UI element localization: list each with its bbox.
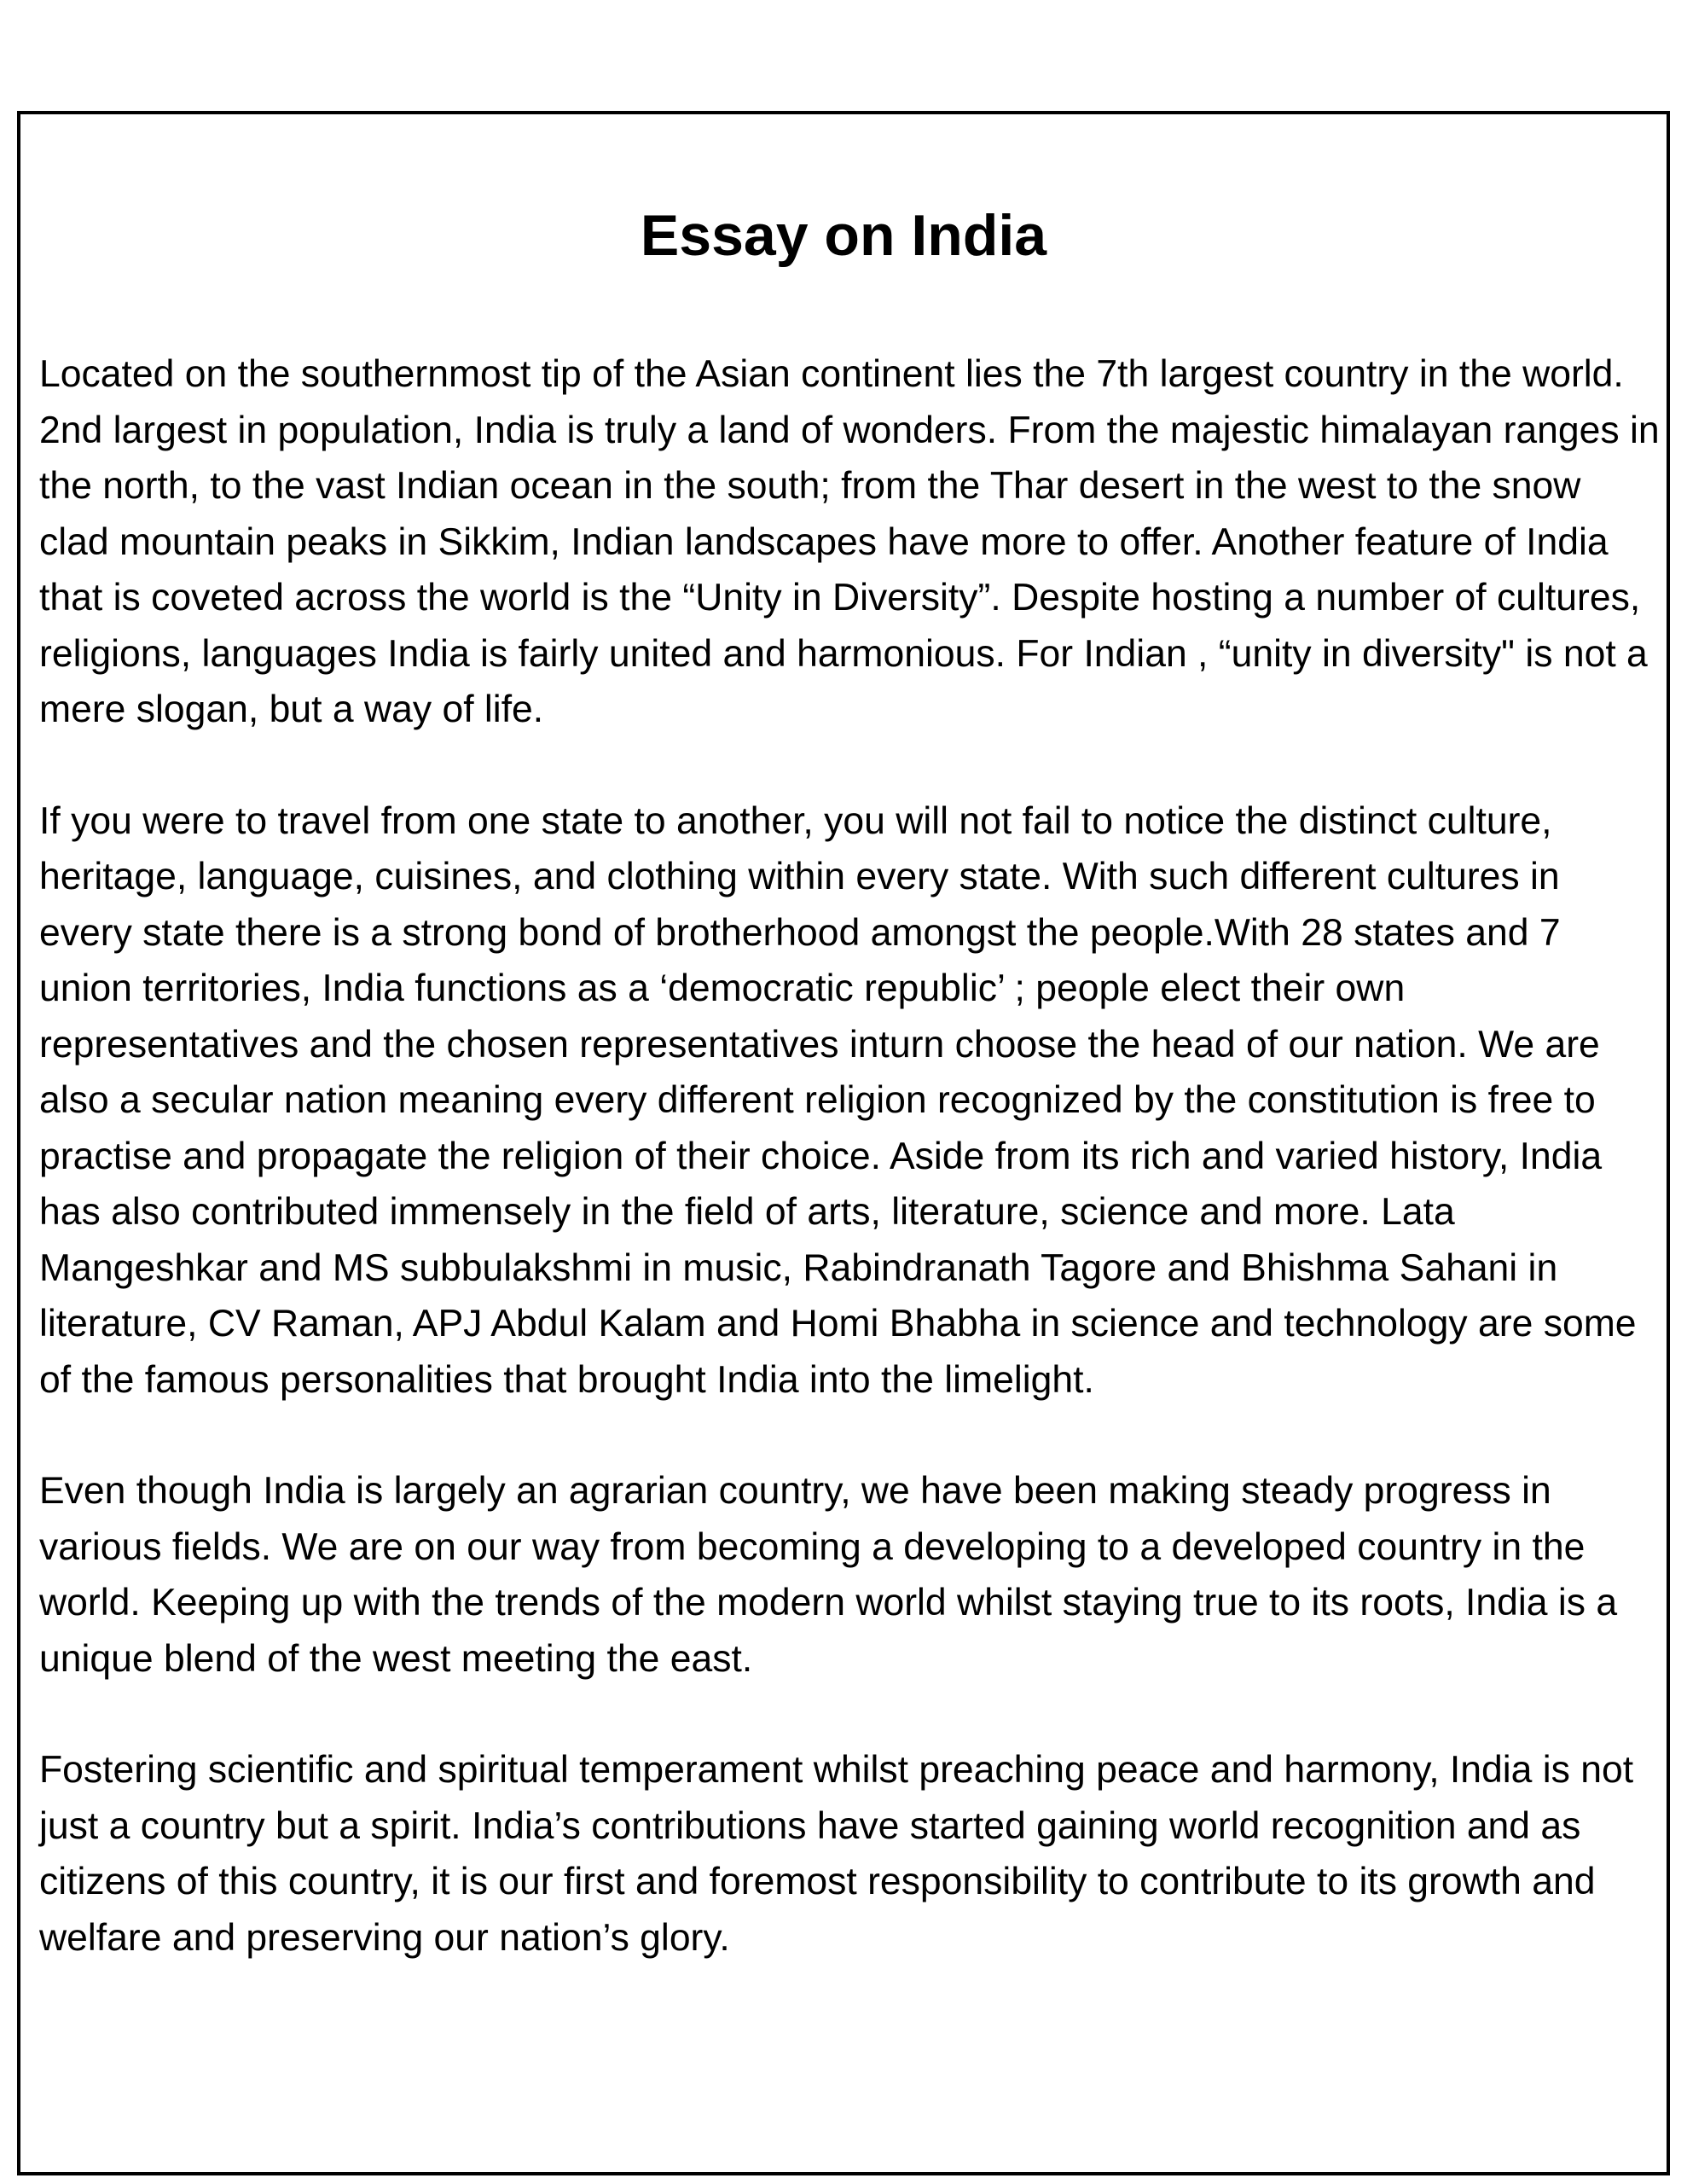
essay-paragraph-2: If you were to travel from one state to another, you will not fail to notice the distinct culture, heritage, language, cuisines, and clothing within every state. With such different cultures in every state there is a strong bond of brotherhood amongst the people.With 28 states and 7 union territories, India functions as a ‘democratic republic’ ; people elect their own representatives and the chosen representatives inturn choose the head of our nation. We are also a secular nation meaning every different religion recognized by the constitution is free to practise and propagate the religion of their choice. Aside from its rich and varied history, India has also contributed immensely in the field of arts, literature, science and more. Lata Mangeshkar and MS subbulakshmi in music, Rabindranath Tagore and Bhishma Sahani in literature, CV Raman, APJ Abdul Kalam and Homi Bhabha in science and technology are some of the famous personalities that brought India into the limelight. [39, 799, 1637, 1401]
essay-frame [17, 111, 1670, 2175]
essay-paragraph-3: Even though India is largely an agrarian country, we have been making steady progress in various fields. We are on our way from becoming a developing to a developed country in the world. Keeping up with the trends of the modern world whilst staying true to its roots, India is a unique blend of the west meeting the east. [39, 1470, 1618, 1680]
essay-paragraph-4: Fostering scientific and spiritual temperament whilst preaching peace and harmony, India is not just a country but a spirit. India’s contributions have started gaining world recognition and as citizens of this country, it is our first and foremost responsibility to contribute to its growth and welfare and preserving our nation’s glory. [39, 1749, 1634, 1959]
essay-title: Essay on India [640, 203, 1047, 268]
essay-paragraph-1: Located on the southernmost tip of the Asian continent lies the 7th largest country in the world. 2nd largest in population, India is truly a land of wonders. From the majestic himalayan ranges in the north, to the vast Indian ocean in the south; from the Thar desert in the west to the snow clad mountain peaks in Sikkim, Indian landscapes have more to offer. Another feature of India that is coveted across the world is the “Unity in Diversity”. Despite hosting a number of cultures, religions, languages India is fairly united and harmonious. For Indian , “unity in diversity" is not a mere slogan, but a way of life. [39, 353, 1660, 730]
essay-body [39, 346, 1660, 2021]
